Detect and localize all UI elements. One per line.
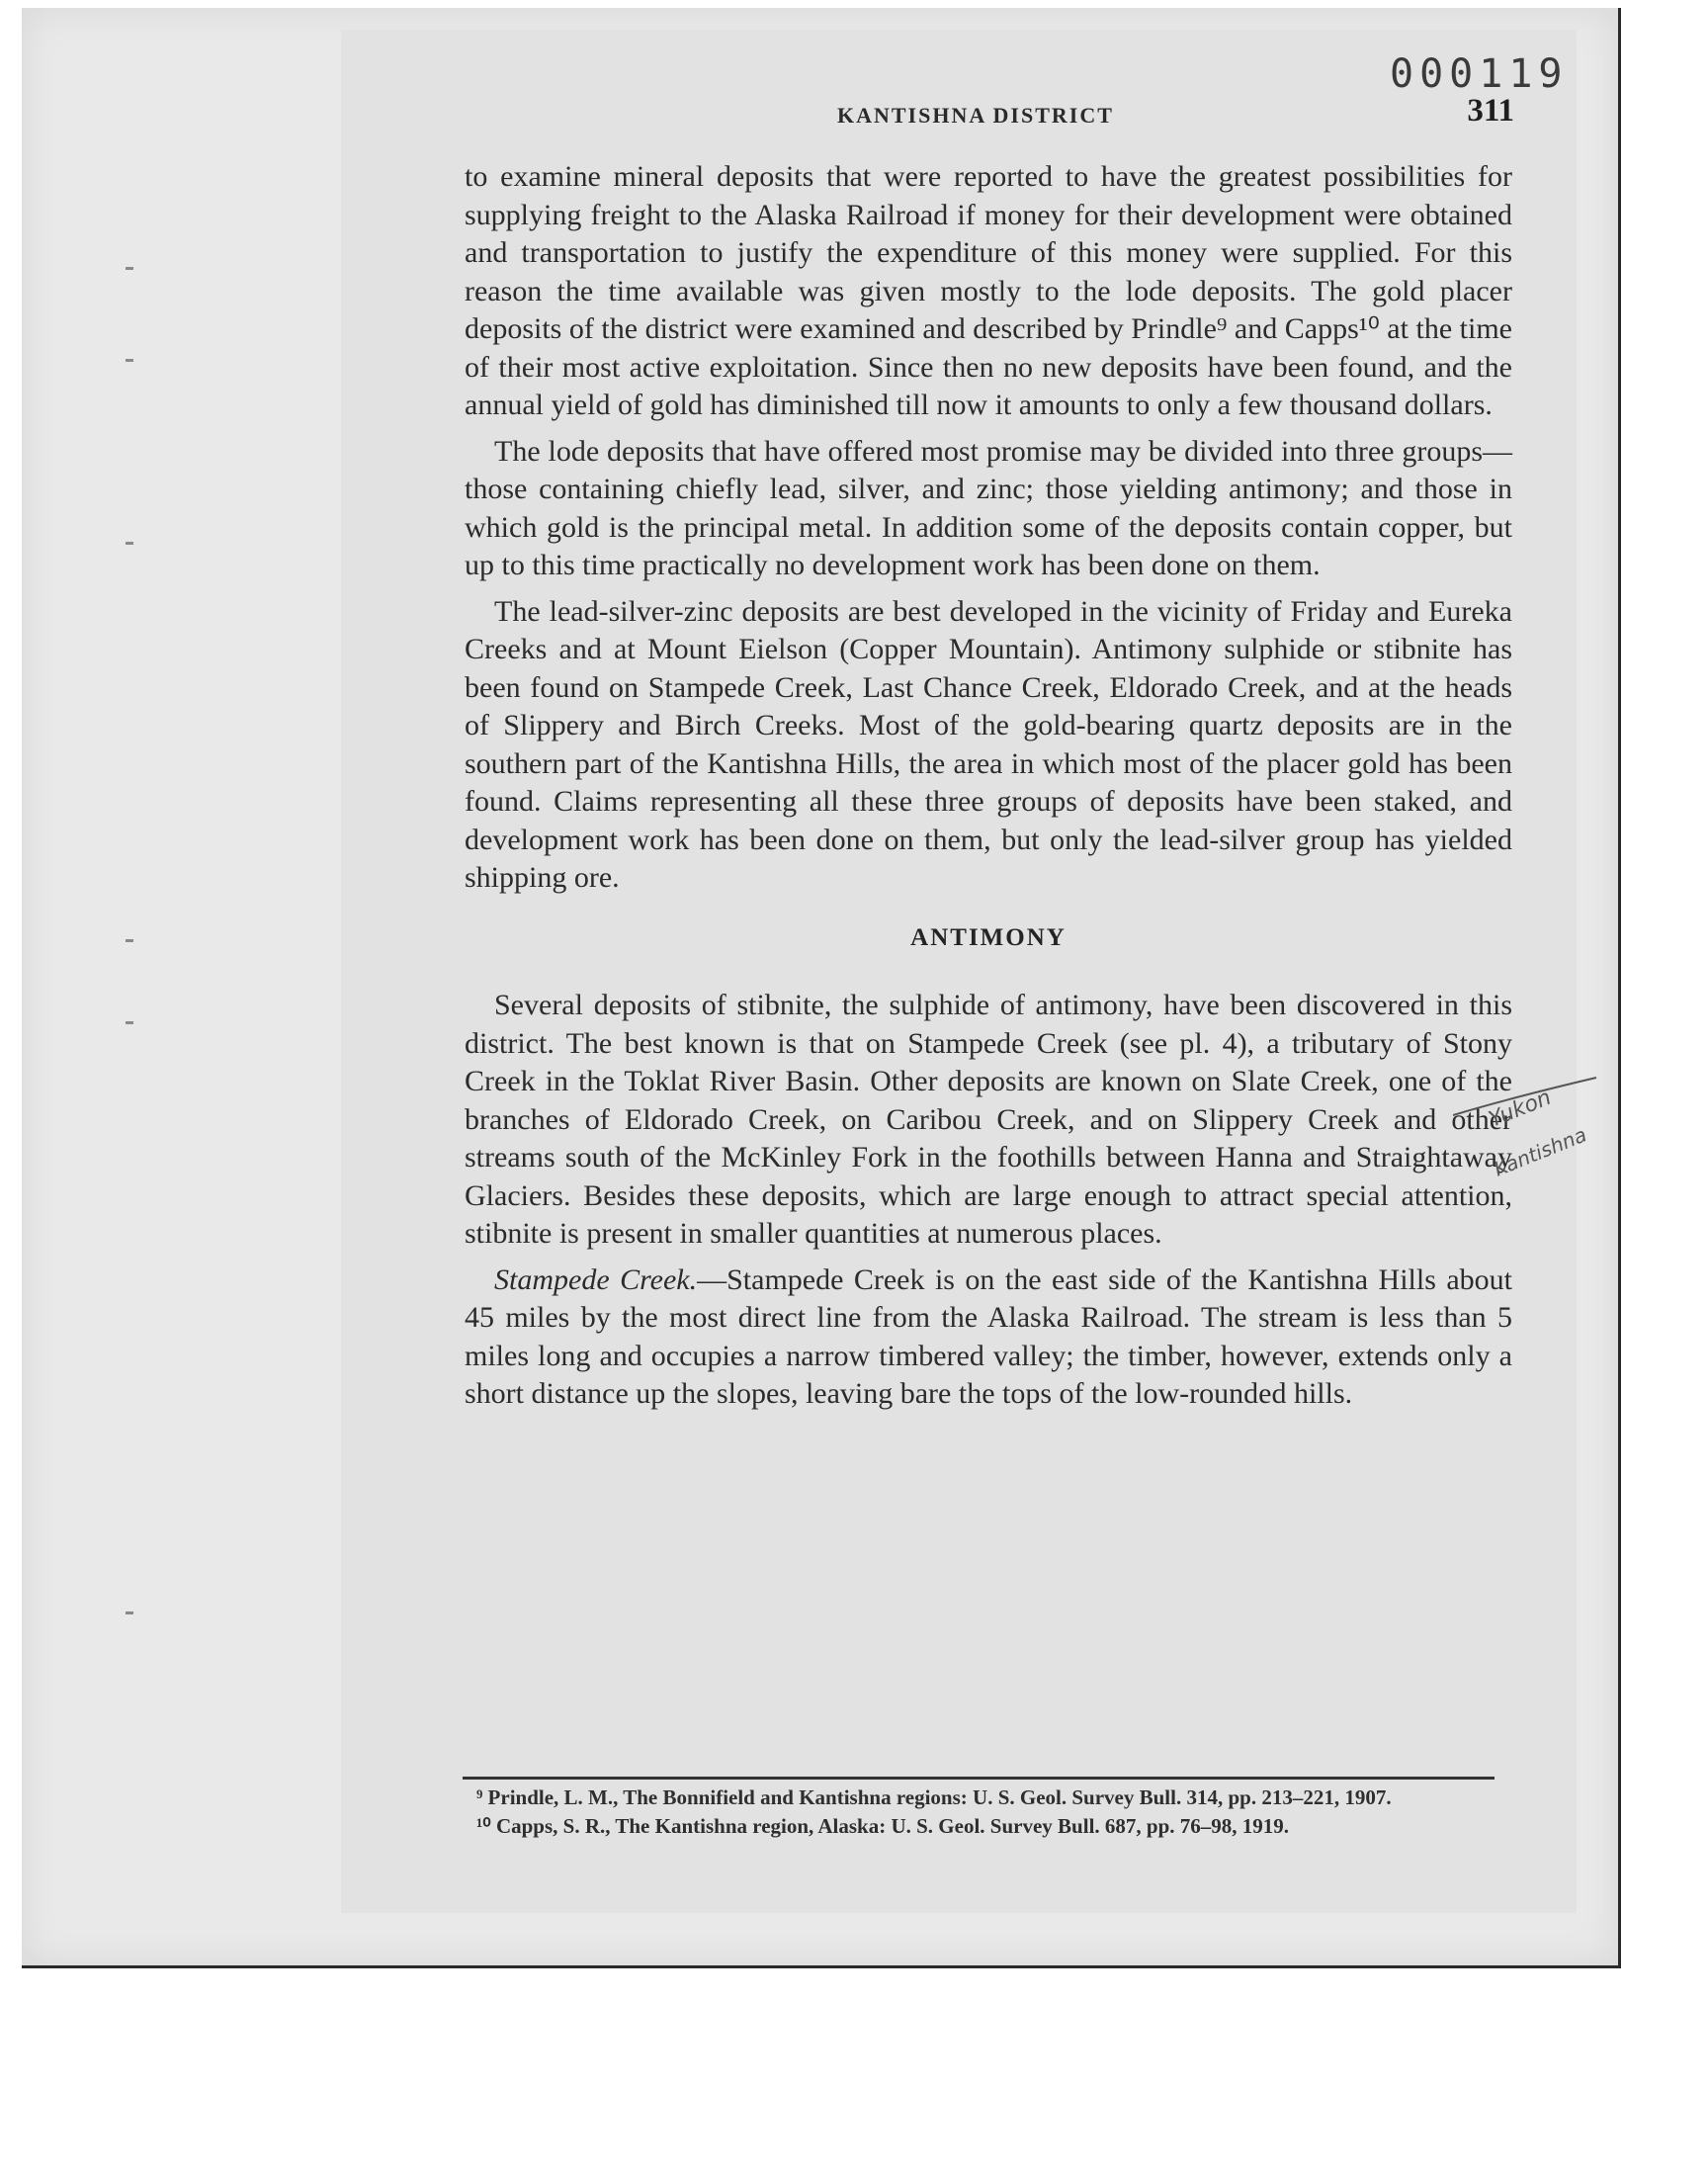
- footnote-rule: [463, 1777, 1494, 1780]
- archive-stamp-number: 000119: [1390, 51, 1569, 97]
- handwritten-annotation: [1453, 1068, 1611, 1206]
- footnote: ⁹ Prindle, L. M., The Bonnifield and Kantishna regions: U. S. Geol. Survey Bull. 314, pp. 213–221, 1907.: [476, 1785, 1392, 1809]
- margin-mark: [126, 359, 133, 362]
- footnotes: [457, 1785, 1504, 1843]
- body-text: [465, 158, 1512, 1422]
- paragraph: Several deposits of stibnite, the sulphide of antimony, have been discovered in this district. The best known is that on Stampede Creek (see pl. 4), a tributary of Stony Creek in the Toklat River Basin. Other deposits are known on Slate Creek, one of the branches of Eldorado Creek, on Caribou Creek, and on Slippery Creek and other streams south of the McKinley Fork in the foothills between Hanna and Straightaway Glaciers. Besides these deposits, which are large enough to attract special attention, stibnite is present in smaller quantities at numerous places.: [465, 989, 1512, 1250]
- page-number: 311: [1467, 93, 1514, 129]
- stampede-text: —Stampede Creek is on the east side of the Kantishna Hills about 45 miles by the most direct line from the Alaska Railroad. The stream is less than 5 miles long and occupies a narrow timbered valley; the timber, however, extends only a short distance up the slopes, leaving bare the tops of the low-rounded hills.: [465, 1262, 1512, 1410]
- paragraph: to examine mineral deposits that were reported to have the greatest possibilities for supplying freight to the Alaska Railroad if money for their development were obtained and transportation to justify the expenditure of this money were supplied. For this reason the time available was given mostly to the lode deposits. The gold placer deposits of the district were examined and described by Prindle⁹ and Capps¹⁰ at the time of their most active exploitation. Since then no new deposits have been found, and the annual yield of gold has diminished till now it amounts to only a few thousand dollars.: [465, 160, 1512, 421]
- handwritten-note-line: Kantishna: [1490, 1122, 1590, 1181]
- stampede-lead: Stampede Creek.: [494, 1262, 698, 1296]
- paragraph: The lode deposits that have offered most promise may be divided into three groups—those containing chiefly lead, silver, and zinc; those yielding antimony; and those in which gold is the principal metal. In addition some of the deposits contain copper, but up to this time practically no development work has been done on them.: [465, 434, 1512, 581]
- margin-mark: [126, 542, 133, 545]
- margin-mark: [126, 939, 133, 942]
- stampede-paragraph: [465, 1262, 1512, 1414]
- footnote: ¹⁰ Capps, S. R., The Kantishna region, Alaska: U. S. Geol. Survey Bull. 687, pp. 76–98, 1919.: [476, 1814, 1290, 1838]
- section-heading: ANTIMONY: [910, 923, 1067, 951]
- handwritten-note-line: Yukon: [1485, 1085, 1555, 1133]
- running-head: KANTISHNA DISTRICT: [837, 103, 1114, 128]
- margin-mark: [126, 267, 133, 270]
- paragraph: The lead-silver-zinc deposits are best developed in the vicinity of Friday and Eureka Creeks and at Mount Eielson (Copper Mountain). Antimony sulphide or stibnite has been found on Stampede Creek, Last Chance Creek, Eldorado Creek, and at the heads of Slippery and Birch Creeks. Most of the gold-bearing quartz deposits are in the southern part of the Kantishna Hills, the area in which most of the placer gold has been found. Claims representing all these three groups of deposits have been staked, and development work has been done on them, but only the lead-silver group has yielded shipping ore.: [465, 594, 1512, 894]
- margin-mark: [126, 1611, 133, 1614]
- margin-mark: [126, 1021, 133, 1024]
- page-header: [467, 93, 1514, 142]
